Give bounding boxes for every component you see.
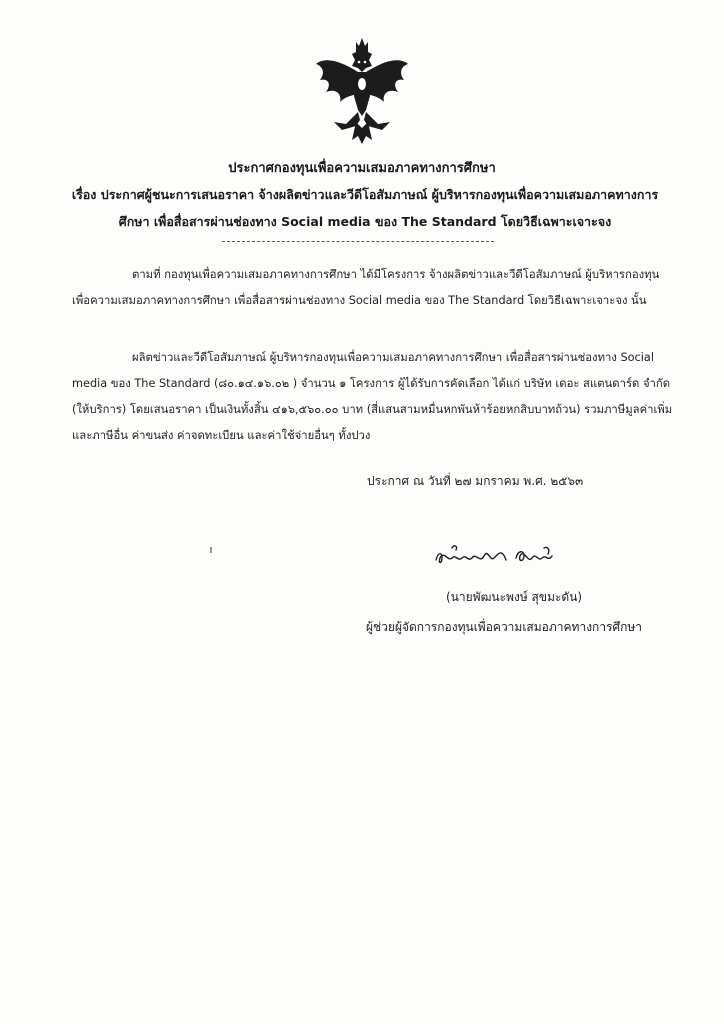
garuda-emblem-icon — [312, 36, 412, 146]
signatory-name: (นายพัฒนะพงษ์ สุขมะดัน) — [446, 590, 583, 604]
document-subject — [62, 181, 668, 235]
paragraph-1-text: ตามที่ กองทุนเพื่อความเสมอภาคทางการศึกษา ได้มีโครงการ จ้างผลิตข่าวและวีดีโอสัมภาษณ์ ผู้บริหารกองทุนเพื่อความเสมอภาคทางการศึกษา เพื่อสื่อสารผ่านช่องทาง Social media ของ The Standard โดยวิธีเฉพาะเจาะจง นั้น — [72, 268, 660, 307]
subject-line-1: เรื่อง ประกาศผู้ชนะการเสนอราคา จ้างผลิตข่าวและวีดีโอสัมภาษณ์ ผู้บริหารกองทุนเพื่อความเสมอภาคทางการ — [71, 187, 659, 202]
body-paragraph-1 — [72, 262, 674, 314]
document-title: ประกาศกองทุนเพื่อความเสมอภาคทางการศึกษา — [228, 161, 496, 176]
section-divider — [222, 241, 494, 242]
announcement-date: ประกาศ ณ วันที่ ๒๗ มกราคม พ.ศ. ๒๕๖๓ — [367, 474, 584, 488]
signatory-position: ผู้ช่วยผู้จัดการกองทุนเพื่อความเสมอภาคทางการศึกษา — [366, 620, 643, 634]
paragraph-2-text: ผลิตข่าวและวีดีโอสัมภาษณ์ ผู้บริหารกองทุนเพื่อความเสมอภาคทางการศึกษา เพื่อสื่อสารผ่านช่องทาง Social media ของ The Standard (๘๐.๑๔.๑๖.๐๒ ) จำนวน ๑ โครงการ ผู้ได้รับการคัดเลือก ได้แก่ บริษัท เดอะ สแตนดาร์ด จำกัด (ให้บริการ) โดยเสนอราคา เป็นเงินทั้งสิ้น ๔๑๖,๕๖๐.๐๐ บาท (สี่แสนสามหมื่นหกพันห้าร้อยหกสิบบาทถ้วน) รวมภาษีมูลค่าเพิ่มและภาษีอื่น ค่าขนส่ง ค่าจดทะเบียน และค่าใช้จ่ายอื่นๆ ทั้งปวง — [72, 351, 673, 442]
handwritten-signature — [432, 538, 557, 572]
scan-speck — [210, 547, 212, 553]
body-paragraph-2 — [72, 345, 674, 449]
subject-line-2: ศึกษา เพื่อสื่อสารผ่านช่องทาง Social media ของ The Standard โดยวิธีเฉพาะเจาะจง — [118, 214, 612, 229]
